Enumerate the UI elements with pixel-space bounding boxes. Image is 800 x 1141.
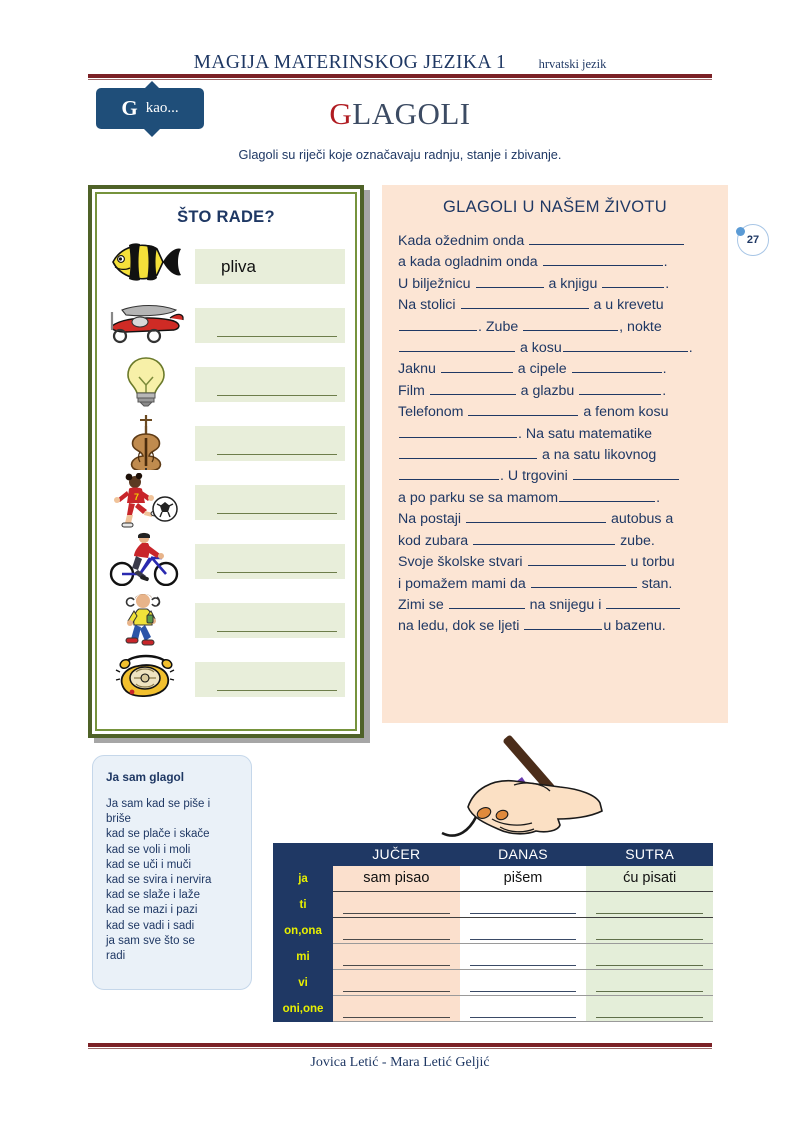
conjugation-col-sutra: SUTRA <box>586 843 713 866</box>
blank-line[interactable] <box>528 551 626 566</box>
blank-line[interactable] <box>563 337 688 352</box>
fill-in-the-blank-text <box>398 230 712 637</box>
page-header <box>0 52 800 74</box>
sto-rade-answer-field[interactable] <box>195 544 345 579</box>
conjugation-cell[interactable] <box>586 944 713 970</box>
text-line <box>398 573 712 594</box>
answer-blank-line[interactable] <box>217 631 337 632</box>
sentence-text: a kada ogladnim onda <box>398 254 542 271</box>
conjugation-col-jucer: JUČER <box>333 843 460 866</box>
sto-rade-answer-field[interactable] <box>195 367 345 402</box>
sentence-text: na ledu, dok se ljeti <box>398 618 524 635</box>
badge-letter: G <box>121 96 138 120</box>
sto-rade-row <box>97 296 355 355</box>
text-line <box>398 423 712 444</box>
poem-line: briše <box>106 813 131 826</box>
answer-blank-line[interactable] <box>217 572 337 573</box>
poem-line: kad se uči i muči <box>106 858 192 871</box>
poem-line: kad se svira i nervira <box>106 874 212 887</box>
blank-line[interactable] <box>449 594 525 609</box>
sentence-text: Zimi se <box>398 596 448 613</box>
sentence-text: stan. <box>637 575 673 592</box>
conjugation-blank-line[interactable] <box>596 965 703 966</box>
sentence-text: U bilježnicu <box>398 275 475 292</box>
conjugation-blank-line[interactable] <box>596 939 703 940</box>
blank-line[interactable] <box>399 423 517 438</box>
poem-line: Ja sam kad se piše i <box>106 798 211 810</box>
pronoun-label: oni,one <box>273 996 333 1022</box>
blank-line[interactable] <box>441 358 513 373</box>
sto-rade-list <box>97 237 355 709</box>
sentence-text: i pomažem mami da <box>398 575 530 592</box>
sto-rade-heading: ŠTO RADE? <box>177 208 275 226</box>
airplane-icon <box>97 296 195 355</box>
blank-line[interactable] <box>399 444 537 459</box>
pronoun-label: ti <box>273 892 333 918</box>
conjugation-cell[interactable] <box>460 944 587 970</box>
sentence-text: . <box>656 489 661 506</box>
fish-icon <box>97 237 195 296</box>
footer-authors: Jovica Letić - Mara Letić Geljić <box>310 1055 490 1070</box>
poem-line: kad se plače i skače <box>106 828 210 841</box>
page-number-value: 27 <box>746 234 760 246</box>
poem-line: kad se vadi i sadi <box>106 919 195 932</box>
conjugation-cell[interactable] <box>333 944 460 970</box>
conjugation-corner-cell <box>273 843 333 866</box>
hand-writing-illustration <box>440 733 740 843</box>
answer-blank-line[interactable] <box>217 454 337 455</box>
telephone-icon <box>97 650 195 709</box>
conjugation-cell[interactable] <box>333 996 460 1022</box>
cyclist-icon <box>97 532 195 591</box>
blank-line[interactable] <box>468 401 578 416</box>
sentence-text: . <box>662 382 667 399</box>
conjugation-cell[interactable] <box>586 866 713 892</box>
sentence-text: . Na satu matematike <box>518 425 653 442</box>
sto-rade-answer-field[interactable] <box>195 485 345 520</box>
conjugation-cell[interactable] <box>333 866 460 892</box>
pronoun-label: on,ona <box>273 918 333 944</box>
conjugation-cell[interactable] <box>586 918 713 944</box>
sto-rade-row <box>97 591 355 650</box>
blank-line[interactable] <box>559 487 655 502</box>
sto-rade-answer-field[interactable] <box>195 308 345 343</box>
blank-line[interactable] <box>606 594 680 609</box>
conjugation-blank-line[interactable] <box>470 913 577 914</box>
answer-blank-line[interactable] <box>217 395 337 396</box>
table-row <box>273 918 713 944</box>
text-line <box>398 508 712 529</box>
conjugation-value: ću pisati <box>623 870 677 887</box>
sentence-text: u bazenu. <box>603 618 666 635</box>
conjugation-col-danas: DANAS <box>460 843 587 866</box>
sentence-text: a u krevetu <box>589 297 664 314</box>
svg-text:7: 7 <box>134 492 140 502</box>
table-row <box>273 866 713 892</box>
sentence-text: a glazbu <box>516 382 579 399</box>
subject-label: hrvatski jezik <box>538 57 607 71</box>
conjugation-blank-line[interactable] <box>470 939 577 940</box>
blank-line[interactable] <box>461 294 589 309</box>
pronoun-label: ja <box>273 866 333 892</box>
blank-line[interactable] <box>602 273 664 288</box>
sentence-text: . <box>688 340 693 357</box>
sentence-text: a po parku se sa mamom <box>398 489 559 506</box>
ja-sam-glagol-box <box>92 755 252 990</box>
sto-rade-row <box>97 237 355 296</box>
conjugation-cell[interactable] <box>586 892 713 918</box>
cello-icon <box>97 414 195 473</box>
sto-rade-answer-value: pliva <box>221 256 256 276</box>
blank-line[interactable] <box>399 337 515 352</box>
blank-line[interactable] <box>524 615 602 630</box>
page-title-rest: LAGOLI <box>352 96 471 131</box>
page-title <box>0 96 800 132</box>
conjugation-cell[interactable] <box>586 996 713 1022</box>
blank-line[interactable] <box>399 316 477 331</box>
poem-line: ja sam sve što se <box>106 934 195 947</box>
sentence-text: . <box>662 361 667 378</box>
lightbulb-icon <box>97 355 195 414</box>
blank-line[interactable] <box>399 465 499 480</box>
blank-line[interactable] <box>523 316 618 331</box>
page-title-initial: G <box>329 96 353 131</box>
sto-rade-row <box>97 473 355 532</box>
sto-rade-answer-field[interactable] <box>195 426 345 461</box>
sentence-text: Na stolici <box>398 297 460 314</box>
text-line <box>398 551 712 572</box>
text-line <box>398 487 712 508</box>
conjugation-cell[interactable] <box>460 918 587 944</box>
table-row <box>273 944 713 970</box>
sentence-text: a cipele <box>513 361 571 378</box>
sto-rade-answer-field[interactable] <box>195 662 345 697</box>
footer-rule <box>88 1043 712 1047</box>
header-rule <box>88 74 712 78</box>
poem-line: radi <box>106 950 126 963</box>
conjugation-cell[interactable] <box>460 892 587 918</box>
sentence-text: . <box>663 254 668 271</box>
text-line <box>398 594 712 615</box>
blank-line[interactable] <box>473 530 615 545</box>
conjugation-cell[interactable] <box>460 996 587 1022</box>
text-line <box>398 465 712 486</box>
conjugation-blank-line[interactable] <box>470 965 577 966</box>
page-number-badge <box>737 224 769 256</box>
conjugation-value: sam pisao <box>363 870 430 887</box>
sto-rade-row <box>97 532 355 591</box>
blank-line[interactable] <box>531 573 637 588</box>
blank-line[interactable] <box>572 358 662 373</box>
glagoli-u-zivotu-heading: GLAGOLI U NAŠEM ŽIVOTU <box>443 198 667 216</box>
conjugation-blank-line[interactable] <box>596 913 703 914</box>
sto-rade-answer-field[interactable] <box>195 603 345 638</box>
sentence-text: a fenom kosu <box>579 404 669 421</box>
text-line <box>398 273 712 294</box>
poem-line: kad se slaže i laže <box>106 889 200 902</box>
blank-line[interactable] <box>529 230 684 245</box>
conjugation-blank-line[interactable] <box>343 913 450 914</box>
walking-person-icon <box>97 591 195 650</box>
glagoli-u-zivotu-panel <box>382 185 728 723</box>
pronoun-label: mi <box>273 944 333 970</box>
text-line <box>398 401 712 422</box>
conjugation-cell[interactable] <box>460 866 587 892</box>
table-row <box>273 996 713 1022</box>
footer-rule-thin <box>88 1048 712 1049</box>
text-line <box>398 251 712 272</box>
conjugation-blank-line[interactable] <box>470 1017 577 1018</box>
conjugation-blank-line[interactable] <box>596 991 703 992</box>
sentence-text: Telefonom <box>398 404 468 421</box>
answer-blank-line[interactable] <box>217 690 337 691</box>
conjugation-cell[interactable] <box>586 970 713 996</box>
sentence-text: Na postaji <box>398 511 466 528</box>
poem-title: Ja sam glagol <box>106 770 185 784</box>
conjugation-blank-line[interactable] <box>470 991 577 992</box>
table-row <box>273 970 713 996</box>
sentence-text: . U trgovini <box>500 468 572 485</box>
blank-line[interactable] <box>573 465 679 480</box>
badge-kao-label: kao... <box>145 100 179 116</box>
answer-blank-line[interactable] <box>217 336 337 337</box>
conjugation-blank-line[interactable] <box>596 1017 703 1018</box>
sentence-text: a knjigu <box>544 275 602 292</box>
sentence-text: a na satu likovnog <box>538 447 657 464</box>
sentence-text: Jaknu <box>398 361 440 378</box>
conjugation-blank-line[interactable] <box>343 1017 450 1018</box>
sentence-text: , nokte <box>619 318 662 335</box>
soccer-player-icon <box>97 473 195 532</box>
blank-line[interactable] <box>466 508 606 523</box>
header-rule-thin <box>88 79 712 80</box>
conjugation-value: pišem <box>503 870 543 887</box>
conjugation-blank-line[interactable] <box>343 991 450 992</box>
poem-line: kad se mazi i pazi <box>106 904 198 917</box>
sentence-text: Kada ožednim onda <box>398 233 529 249</box>
sentence-text: autobus a <box>607 511 674 528</box>
text-line <box>398 444 712 465</box>
poem-body <box>106 797 238 964</box>
text-line <box>398 316 712 337</box>
conjugation-blank-line[interactable] <box>343 965 450 966</box>
sto-rade-row <box>97 414 355 473</box>
sto-rade-row <box>97 650 355 709</box>
sentence-text: na snijegu i <box>525 596 606 613</box>
sentence-text: Svoje školske stvari <box>398 554 527 571</box>
text-line <box>398 358 712 379</box>
sto-rade-answer-field[interactable] <box>195 249 345 284</box>
sentence-text: . Zube <box>478 318 523 335</box>
sentence-text: . <box>665 275 670 292</box>
text-line <box>398 380 712 401</box>
sto-rade-panel <box>88 185 364 738</box>
sentence-text: Film <box>398 382 429 399</box>
text-line <box>398 230 712 251</box>
conjugation-blank-line[interactable] <box>343 939 450 940</box>
poem-line: kad se voli i moli <box>106 843 191 856</box>
page-subtitle: Glagoli su riječi koje označavaju radnju, stanje i zbivanje. <box>238 147 562 162</box>
text-line <box>398 337 712 358</box>
blank-line[interactable] <box>476 273 544 288</box>
conjugation-table <box>273 843 713 1022</box>
pronoun-label: vi <box>273 970 333 996</box>
conjugation-cell[interactable] <box>460 970 587 996</box>
blank-line[interactable] <box>543 251 663 266</box>
sentence-text: kod zubara <box>398 532 473 549</box>
blank-line[interactable] <box>579 380 661 395</box>
sto-rade-row <box>97 355 355 414</box>
table-row <box>273 892 713 918</box>
conjugation-cell[interactable] <box>333 918 460 944</box>
sentence-text: a kosu <box>516 340 562 357</box>
conjugation-cell[interactable] <box>333 892 460 918</box>
page-badge-dot-icon <box>736 227 745 236</box>
conjugation-header-row <box>273 843 713 866</box>
blank-line[interactable] <box>430 380 516 395</box>
conjugation-cell[interactable] <box>333 970 460 996</box>
text-line <box>398 615 712 636</box>
answer-blank-line[interactable] <box>217 513 337 514</box>
text-line <box>398 294 712 315</box>
sentence-text: u torbu <box>626 554 675 571</box>
sentence-text: zube. <box>616 532 655 549</box>
text-line <box>398 530 712 551</box>
book-title: MAGIJA MATERINSKOG JEZIKA 1 <box>193 52 507 73</box>
